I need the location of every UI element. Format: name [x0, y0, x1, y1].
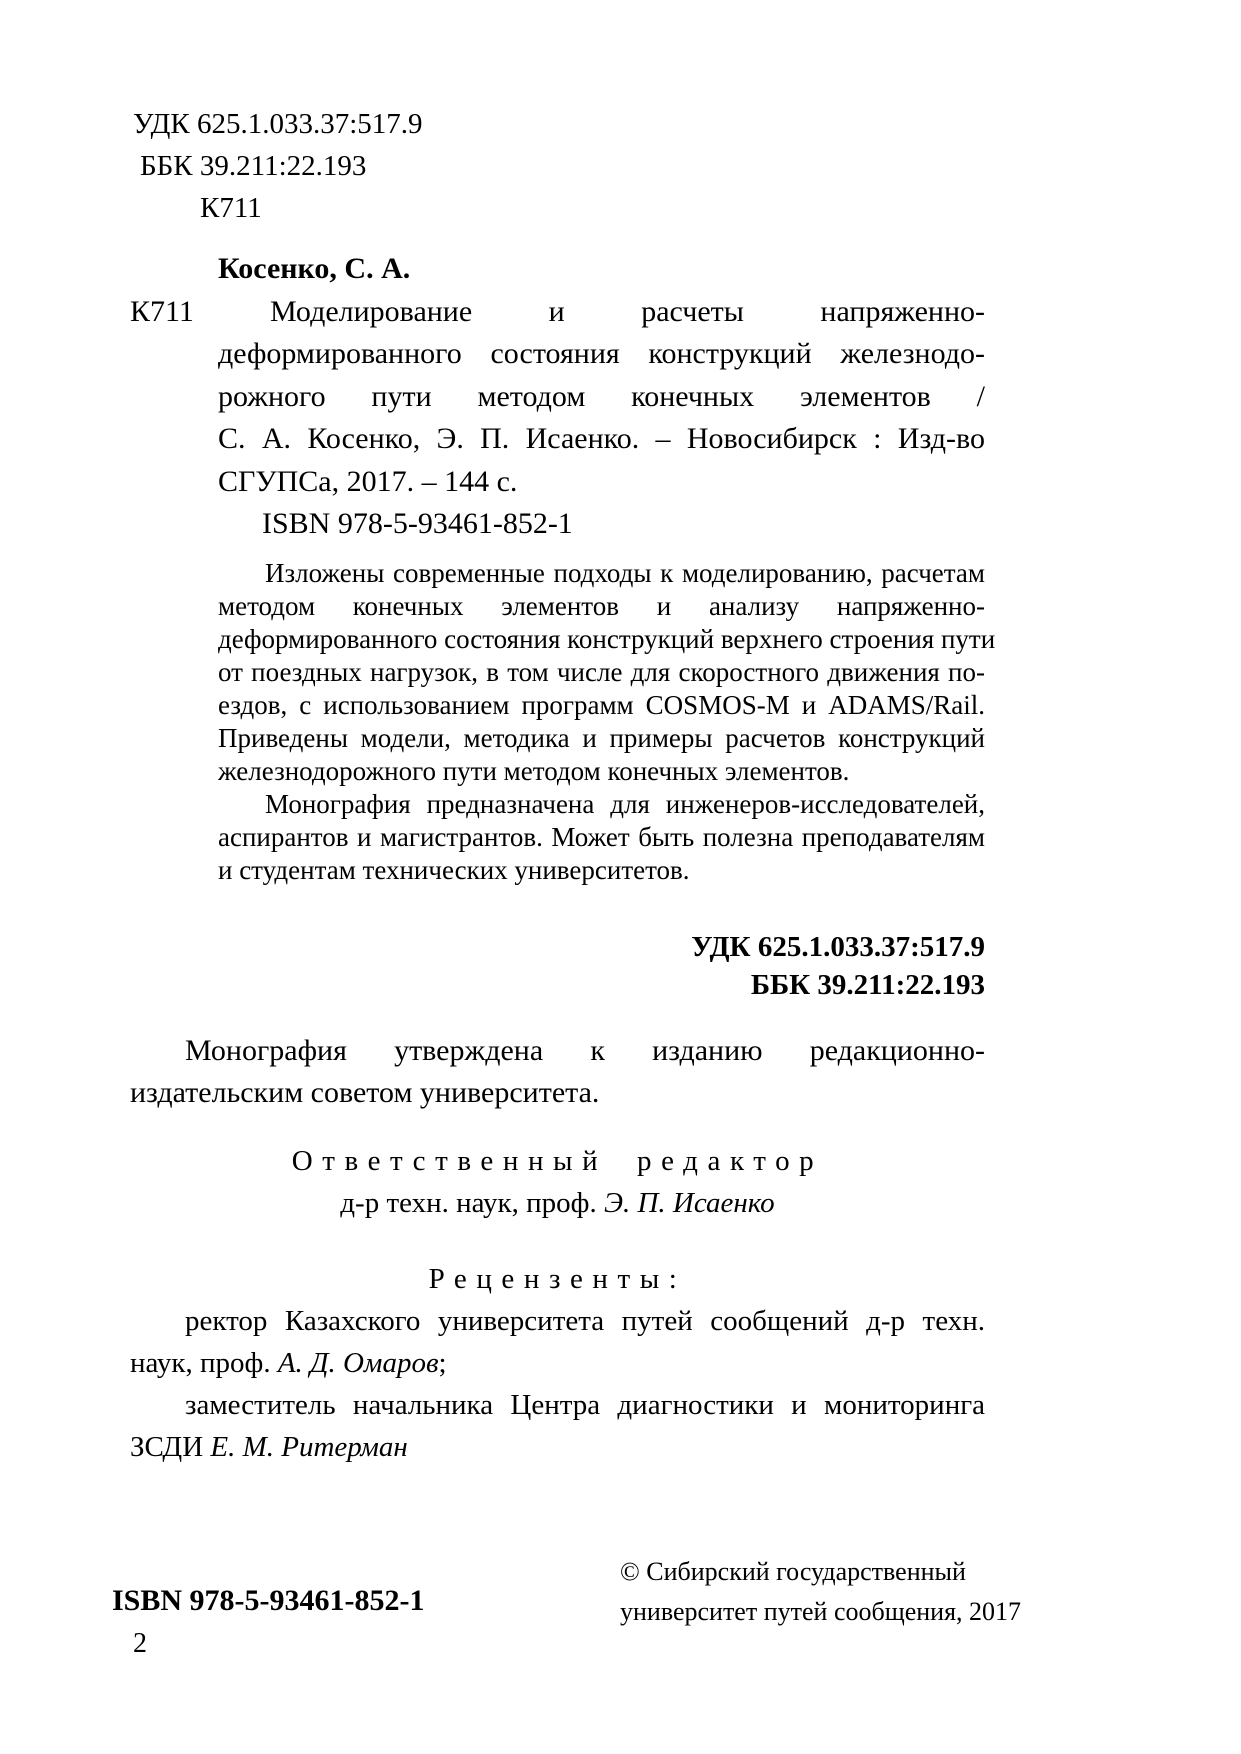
author-sign-code: К711 — [200, 192, 262, 224]
reviewer-2-org: ЗСДИ — [130, 1431, 211, 1463]
bbk-code-bold: ББК 39.211:22.193 — [750, 969, 985, 1001]
copyright-line: университет путей сообщения, 2017 — [620, 1597, 1022, 1626]
title-line: деформированного состояния конструкций железнодо- — [218, 337, 985, 370]
reviewer-line: ректор Казахского университета путей сообщений д-р техн. — [185, 1305, 985, 1337]
page-number: 2 — [133, 1628, 147, 1659]
reviewer-1-degree: наук, проф. — [130, 1347, 278, 1379]
catalog-card — [130, 248, 985, 546]
annotation-line: аспирантов и магистрантов. Может быть полезна преподавателям — [218, 822, 985, 852]
annotation-line: от поездных нагрузок, в том числе для скоростного движения по- — [218, 657, 985, 687]
editor-block — [130, 1140, 985, 1224]
classification-right-block — [130, 928, 985, 1004]
copyright-block — [620, 1552, 1020, 1632]
top-classification-block — [133, 103, 423, 229]
title-line: рожного пути методом конечных элементов / — [218, 379, 985, 413]
annotation-line: Изложены современные подходы к моделированию, расчетам — [265, 558, 985, 588]
annotation-line: деформированного состояния конструкций верхнего строения пути — [218, 624, 996, 654]
approval-line: Монография утверждена к изданию редакционно- — [185, 1034, 985, 1067]
annotation-block — [218, 557, 996, 887]
copyright-line: © Сибирский государственный — [620, 1557, 966, 1586]
reviewers-block — [130, 1258, 985, 1468]
editor-heading: Ответственный редактор — [291, 1145, 824, 1177]
reviewer-2-name: Е. М. Ритерман — [210, 1431, 408, 1463]
author-sign-code: К711 — [130, 294, 194, 328]
udc-code-bold: УДК 625.1.033.37:517.9 — [691, 931, 985, 963]
reviewer-1-separator: ; — [438, 1347, 447, 1379]
approval-line: издательским советом университета. — [130, 1076, 600, 1109]
annotation-line: железнодорожного пути методом конечных элементов. — [218, 756, 850, 786]
reviewer-line — [130, 1426, 985, 1468]
annotation-line: Приведены модели, методика и примеры расчетов конструкций — [218, 723, 985, 753]
footer-isbn: ISBN 978-5-93461-852-1 — [112, 1584, 425, 1617]
annotation-line: методом конечных элементов и анализу напряженно- — [218, 591, 985, 621]
reviewer-line — [130, 1342, 985, 1384]
reviewer-line: заместитель начальника Центра диагностики и мониторинга — [185, 1389, 985, 1421]
annotation-line: и студентам технических университетов. — [218, 855, 690, 885]
annotation-line: Монография предназначена для инженеров-исследователей, — [265, 789, 985, 819]
udc-code: УДК 625.1.033.37:517.9 — [133, 108, 423, 140]
isbn-number: ISBN 978-5-93461-852-1 — [262, 507, 573, 540]
reviewer-1-name: А. Д. Омаров — [277, 1347, 439, 1379]
editor-name-line — [130, 1182, 985, 1224]
approval-paragraph — [130, 1030, 985, 1114]
bbk-code: ББК 39.211:22.193 — [140, 150, 367, 182]
reviewers-heading: Рецензенты: — [428, 1263, 687, 1295]
editor-name: Э. П. Исаенко — [603, 1187, 775, 1219]
title-line: Моделирование и расчеты напряженно- — [270, 294, 985, 328]
annotation-line: ездов, с использованием программ COSMOS-M и ADAMS/Rail. — [218, 690, 985, 720]
editor-degree: д-р техн. наук, проф. — [340, 1187, 604, 1219]
author-name: Косенко, С. А. — [218, 252, 411, 285]
title-line: С. А. Косенко, Э. П. Исаенко. – Новосибирск : Изд-во — [218, 422, 985, 455]
title-line: СГУПСа, 2017. – 144 с. — [218, 464, 518, 498]
